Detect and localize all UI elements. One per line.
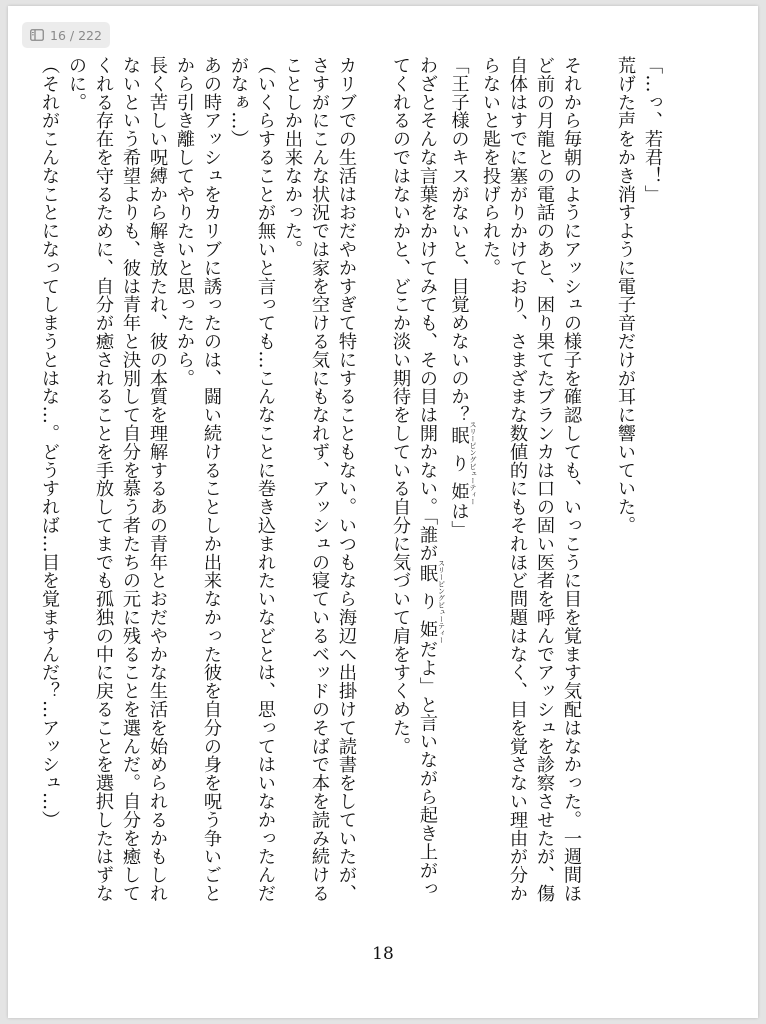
paragraph [387,56,446,916]
book-sidebar-icon [30,29,44,41]
paragraph: カリブでの生活はおだやかすぎて特にすることもない。いつもなら海辺へ出掛けて読書をしていたが、さすがにこんな状況では家を空ける気にもなれず、アッシュの寝ているベッドのそばで本を読み続けることしか出来なかった。 [282,56,357,903]
text-span: 「王子様のキスがないと、目覚めないのか？ [448,56,470,424]
paragraph-thought: （いくらすることが無いと言っても…こんなことに巻き込まれたいなどとは、思ってはいなかったんだがなぁ…） [228,56,276,903]
ruby-annotation: スリーピングビューティー [437,559,446,644]
paragraph: 荒げた声をかき消すように電子音だけが耳に響いていた。 [615,56,636,535]
vertical-text-body [39,56,666,916]
paragraph: あの時アッシュをカリブに誘ったのは、闘い続けることしか出来なかった彼を自分の身を呪う争いごとから引き離してやりたいと思ったから。 [174,56,222,903]
paragraph-dialogue [446,56,478,916]
page-indicator-button[interactable] [22,22,110,48]
paragraph-thought: （それがこんなことになってしまうとはな…。どうすれば…目を覚ますんだ？…アッシュ…） [39,56,60,829]
blank-line [360,56,387,916]
book-page [8,6,758,1018]
ruby-sleeping-beauty [448,421,477,505]
text-span: は」 [448,502,470,539]
paragraph-dialogue: 「…っ、若君！」 [642,56,663,204]
page-number: 18 [372,944,394,964]
blank-line [585,56,612,916]
ruby-annotation: スリーピングビューティー [469,421,477,505]
ruby-sleeping-beauty [417,559,446,644]
page-indicator-label: 16 / 222 [50,27,102,43]
ruby-base: 眠り姫 [417,559,438,644]
ruby-base: 眠り姫 [448,421,470,505]
text-span: わざとそんな言葉をかけてみても、その目は開かない。「誰が [417,56,438,563]
paragraph: 長く苦しい呪縛から解き放たれ、彼の本質を理解するあの青年とおだやかな生活を始められるかもしれないという希望よりも、彼は青年と決別して自分を慕う者たちの元に残ることを選んだ。自分を癒してくれる存在を守るために、自分が癒されることを手放してまでも孤独の中に戻ることを選択したはずなのに。 [66,56,168,903]
text-span: だよ」と言いながら起き上がってくれるのではないかと、どこか淡い期待をしている自分に気づいて肩をすくめた。 [390,56,438,898]
paragraph: それから毎朝のようにアッシュの様子を確認しても、いっこうに目を覚ます気配はなかった。一週間ほど前の月龍との電話のあと、困り果てたブランカは口の固い医者を呼んでアッシュを診察させたが、傷自体はすでに塞がりかけており、さまざまな数値的にもそれほど問題はなく、目を覚さない理由が分からないと匙を投げられた。 [480,56,582,903]
